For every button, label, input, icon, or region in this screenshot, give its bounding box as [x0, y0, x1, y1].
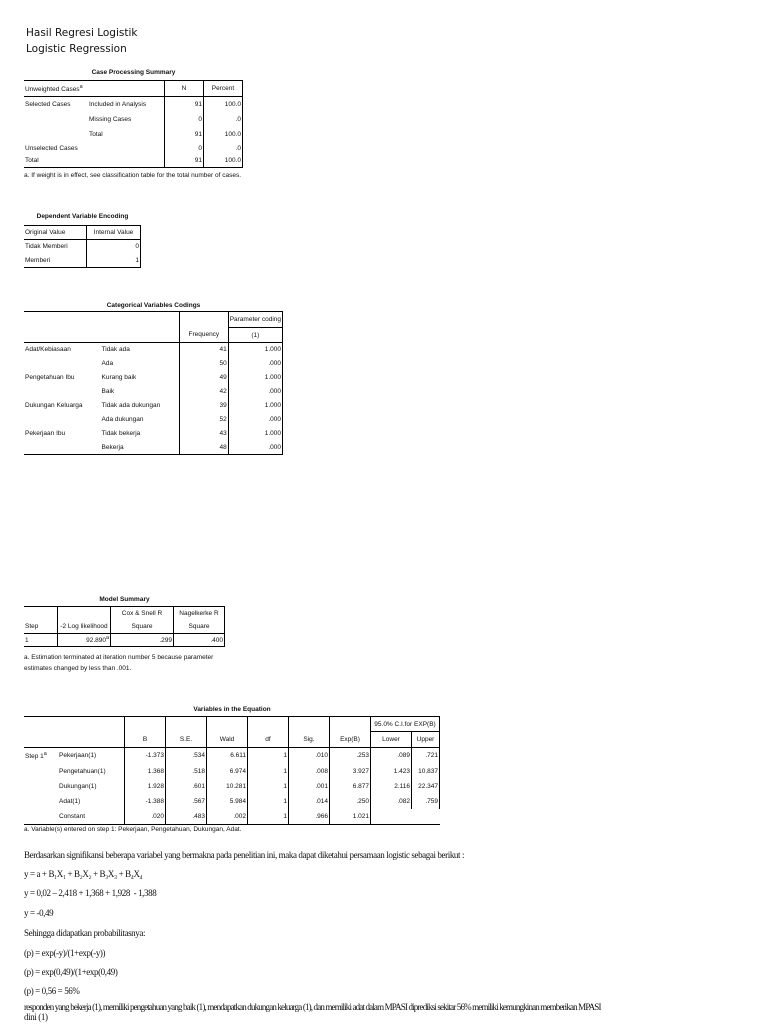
case-processing-table: [24, 80, 243, 168]
table-header-row: [24, 226, 141, 240]
model-summary-table: [24, 606, 225, 647]
table-header-row: [24, 732, 440, 748]
header-ci: 95.0% C.I.for EXP(B): [371, 717, 440, 732]
header-title: Hasil Regresi Logistik: [26, 27, 138, 39]
header-loglik: -2 Log likelihood: [58, 620, 111, 634]
categorical-codings-title: Categorical Variables Codings: [106, 302, 201, 309]
body-equation-values: y = 0,02 – 2,418 + 1,368 + 1,928 - 1,388: [24, 888, 157, 898]
header-se: S.E.: [166, 732, 207, 748]
table-row: Total 91 100.0: [24, 155, 243, 168]
dependent-encoding-title: Dependent Variable Encoding: [36, 213, 129, 220]
body-probability-formula: (p) = exp(-y)/(1+exp(-y)): [24, 948, 106, 958]
model-summary-title: Model Summary: [99, 596, 150, 603]
table-row: Unselected Cases 0 .0: [24, 142, 243, 155]
header-frequency: Frequency: [179, 328, 228, 343]
header-unweighted: Unweighted Cases$^a$: [24, 81, 165, 97]
body-conclusion-end: dini (1): [24, 1012, 48, 1022]
header-step: Step: [24, 620, 58, 634]
table-row: Pengetahuan Ibu Kurang baik 49 1.000: [24, 371, 283, 385]
variables-equation-title: Variables in the Equation: [193, 706, 271, 713]
variables-equation-table: [24, 716, 440, 825]
table-row: Total 91 100.0: [24, 127, 243, 142]
header-nagelkerke: Nagelkerke R: [174, 607, 225, 620]
body-probability-result: (p) = 0,56 = 56%: [24, 986, 80, 996]
case-processing-title: Case Processing Summary: [91, 69, 176, 76]
table-row: Baik 42 .000: [24, 385, 283, 399]
report-header: [26, 25, 137, 57]
body-equation-general: y = a + B₁X₁ + B₂X₂ + B₃X₃ + B₄X₄: [24, 869, 143, 879]
body-probability-substitution: (p) = exp(0,49)/(1+exp(0,49): [24, 967, 118, 977]
header-upper: Upper: [412, 732, 440, 748]
table-row: Pengetahuan(1) 1.368 .518 6.974 1 .008 3.927 1.423 10.837: [24, 764, 440, 779]
header-original-value: Original Value: [24, 226, 87, 240]
header-subtitle: Logistic Regression: [26, 43, 127, 55]
table-row: Dukungan(1) 1.928 .601 10.281 1 .001 6.877 2.116 22.347: [24, 779, 440, 794]
body-equation-result: y = -0,49: [24, 908, 54, 918]
variables-equation-footnote: a. Variable(s) entered on step 1: Pekerjaan, Pengetahuan, Dukungan, Adat.: [24, 826, 242, 833]
categorical-codings-table: [24, 311, 283, 455]
table-header-row: [24, 717, 440, 732]
header-parameter-coding: Parameter coding: [228, 312, 282, 328]
model-summary-footnote: a. Estimation terminated at iteration number 5 because parameter estimates changed by less than .001.: [24, 654, 214, 672]
body-conclusion: responden yang bekerja (1), memiliki pengetahuan yang baik (1), mendapatkan dukungan keluarga (1), dan memiliki adat dalam MPASI diprediksi sekitar 56% memiliki kemungkinan memberikan MPASI: [24, 1002, 601, 1012]
table-row: Step 1$^a$ Pekerjaan(1) -1.373 .534 6.611 1 .010 .253 .089 .721: [24, 748, 440, 764]
table-row: Missing Cases 0 .0: [24, 112, 243, 127]
table-header-row: [24, 607, 225, 620]
header-sig: Sig.: [289, 732, 330, 748]
table-row: Bekerja 48 .000: [24, 441, 283, 455]
header-percent: Percent: [204, 81, 243, 97]
table-row: Adat/Kebiasaan Tidak ada 41 1.000: [24, 343, 283, 357]
header-n: N: [165, 81, 204, 97]
table-row: Selected Cases Included in Analysis 91 100.0: [24, 97, 243, 112]
table-row: Tidak Memberi 0: [24, 240, 141, 254]
header-cox-snell: Cox & Snell R: [111, 607, 174, 620]
body-paragraph-intro: Berdasarkan signifikansi beberapa variabel yang bermakna pada penelitian ini, maka dapat diketahui persamaan logistic sebagai berikut :: [24, 850, 465, 860]
table-row: Dukungan Keluarga Tidak ada dukungan 39 1.000: [24, 399, 283, 413]
body-probability-intro: Sehingga didapatkan probabilitasnya:: [24, 928, 146, 938]
table-header-row: [24, 328, 283, 343]
header-wald: Wald: [207, 732, 248, 748]
header-coding-1: (1): [228, 328, 282, 343]
dependent-encoding-table: [24, 225, 141, 268]
table-row: 1 92.890$^a$ .299 .400: [25, 635, 223, 645]
table-row: Adat(1) -1.388 .567 5.984 1 .014 .250 .082 .759: [24, 794, 440, 809]
table-row: Pekerjaan Ibu Tidak bekerja 43 1.000: [24, 427, 283, 441]
header-expb: Exp(B): [330, 732, 371, 748]
header-b: B: [125, 732, 166, 748]
table-header-row: Step -2 Log likelihood Square Square: [24, 620, 225, 634]
table-header-row: [24, 81, 243, 97]
table-header-row: [24, 312, 283, 328]
table-row: Constant .020 .483 .002 1 .966 1.021: [24, 809, 440, 825]
table-row: Ada dukungan 52 .000: [24, 413, 283, 427]
header-internal-value: Internal Value: [87, 226, 141, 240]
table-row: Ada 50 .000: [24, 357, 283, 371]
case-processing-footnote: a. If weight is in effect, see classification table for the total number of cases.: [24, 172, 242, 179]
table-row: Memberi 1: [24, 254, 141, 268]
header-df: df: [248, 732, 289, 748]
header-lower: Lower: [371, 732, 412, 748]
